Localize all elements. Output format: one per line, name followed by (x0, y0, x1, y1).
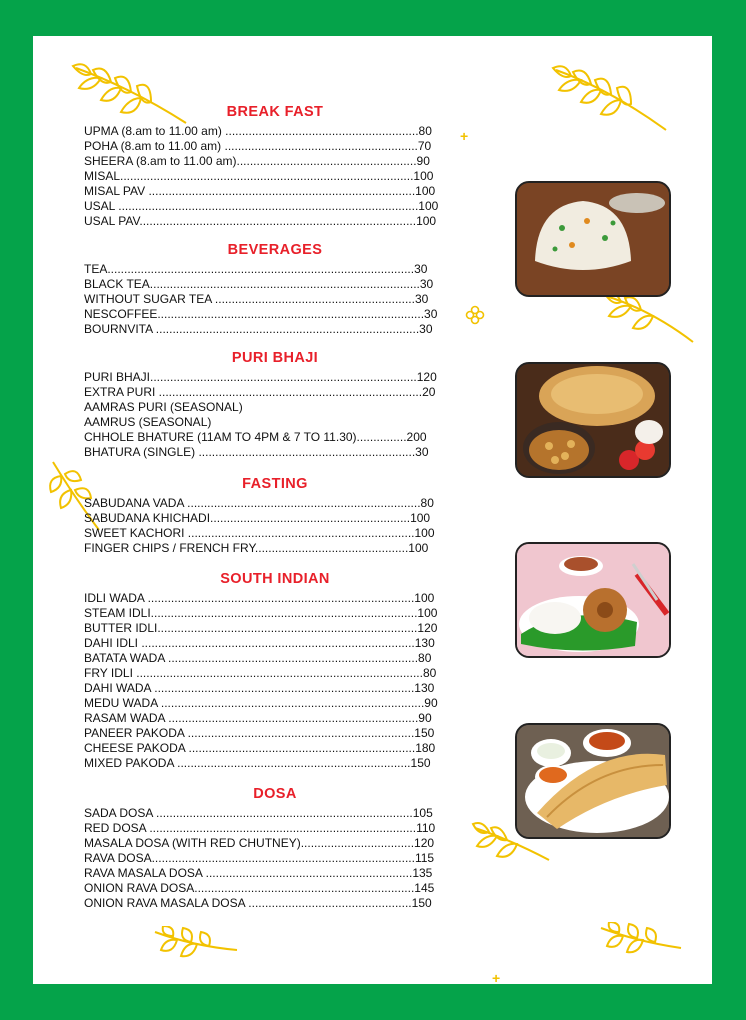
menu-item: PURI BHAJI................................................................................120 (84, 370, 437, 384)
section-south-indian (84, 571, 466, 771)
menu-item: SABUDANA KHICHADI............................................................100 (84, 511, 431, 525)
puri-bhaji-photo (515, 362, 671, 478)
menu-item: POHA (8.am to 11.00 am) ..........................................................70 (84, 139, 432, 153)
menu-item: SHEERA (8.am to 11.00 am)......................................................90 (84, 154, 430, 168)
menu-item: SADA DOSA .............................................................................105 (84, 806, 433, 820)
upma-photo (515, 181, 671, 297)
menu-item: MASALA DOSA (WITH RED CHUTNEY)..................................120 (84, 836, 435, 850)
section-title: BEVERAGES (227, 242, 323, 258)
idli-wada-photo (515, 542, 671, 658)
menu-item: IDLI WADA ................................................................................100 (84, 591, 435, 605)
menu-item: STEAM IDLI................................................................................100 (84, 606, 438, 620)
menu-item: BOURNVITA ...............................................................................30 (84, 322, 433, 336)
section-breakfast (84, 104, 469, 229)
menu-item: UPMA (8.am to 11.00 am) ..........................................................80 (84, 124, 432, 138)
section-title: DOSA (253, 786, 297, 802)
menu-item: MEDU WADA ...............................................................................90 (84, 696, 438, 710)
menu-item: RASAM WADA ...........................................................................90 (84, 711, 432, 725)
menu-item: PANEER PAKODA ....................................................................150 (84, 726, 435, 740)
dosa-photo (515, 723, 671, 839)
wheat-leaf-icon (551, 60, 671, 132)
section-fasting (84, 476, 466, 556)
section-dosa (84, 786, 466, 911)
menu-item: CHHOLE BHATURE (11AM TO 4PM & 7 TO 11.30)...............200 (84, 430, 427, 444)
menu-item: EXTRA PURI ...............................................................................20 (84, 385, 436, 399)
section-title: BREAK FAST (226, 104, 324, 120)
menu-item: TEA............................................................................................30 (84, 262, 428, 276)
menu-item: WITHOUT SUGAR TEA ............................................................30 (84, 292, 429, 306)
menu-item: AAMRUS (SEASONAL) (84, 415, 212, 429)
wheat-leaf-icon (153, 926, 239, 962)
menu-item: BATATA WADA ...........................................................................80 (84, 651, 432, 665)
section-puri-bhaji (84, 350, 466, 460)
section-title: FASTING (242, 476, 308, 492)
menu-item: BLACK TEA.................................................................................30 (84, 277, 434, 291)
menu-item: ONION RAVA DOSA..................................................................145 (84, 881, 435, 895)
section-title: PURI BHAJI (231, 350, 319, 366)
menu-item: RAVA DOSA...............................................................................115 (84, 851, 435, 865)
menu-item: FRY IDLI ......................................................................................80 (84, 666, 437, 680)
menu-item: DAHI IDLI ..................................................................................130 (84, 636, 435, 650)
flower-icon (465, 305, 485, 325)
menu-item: MIXED PAKODA ......................................................................150 (84, 756, 431, 770)
section-title: SOUTH INDIAN (220, 571, 330, 587)
menu-item: BUTTER IDLI..............................................................................120 (84, 621, 438, 635)
section-beverages (84, 242, 466, 337)
menu-item: USAL PAV...................................................................................100 (84, 214, 437, 228)
menu-item: FINGER CHIPS / FRENCH FRY..............................................100 (84, 541, 429, 555)
menu-item: USAL ..........................................................................................100 (84, 199, 439, 213)
menu-item: SWEET KACHORI ....................................................................100 (84, 526, 435, 540)
menu-item: ONION RAVA MASALA DOSA .................................................150 (84, 896, 432, 910)
wheat-leaf-icon (599, 922, 683, 960)
menu-item: BHATURA (SINGLE) .................................................................30 (84, 445, 429, 459)
menu-item: RAVA MASALA DOSA ..............................................................135 (84, 866, 433, 880)
menu-item: RED DOSA ................................................................................110 (84, 821, 436, 835)
menu-item: SABUDANA VADA ......................................................................80 (84, 496, 434, 510)
menu-item: DAHI WADA ..............................................................................130 (84, 681, 435, 695)
sparkle-icon: + (492, 970, 501, 986)
menu-item: MISAL........................................................................................100 (84, 169, 434, 183)
menu-page (33, 36, 712, 984)
sparkle-icon: + (460, 128, 469, 144)
menu-item: CHEESE PAKODA ....................................................................180 (84, 741, 436, 755)
menu-item: NESCOFFEE................................................................................30 (84, 307, 438, 321)
menu-item: MISAL PAV ................................................................................100 (84, 184, 436, 198)
menu-item: AAMRAS PURI (SEASONAL) (84, 400, 243, 414)
